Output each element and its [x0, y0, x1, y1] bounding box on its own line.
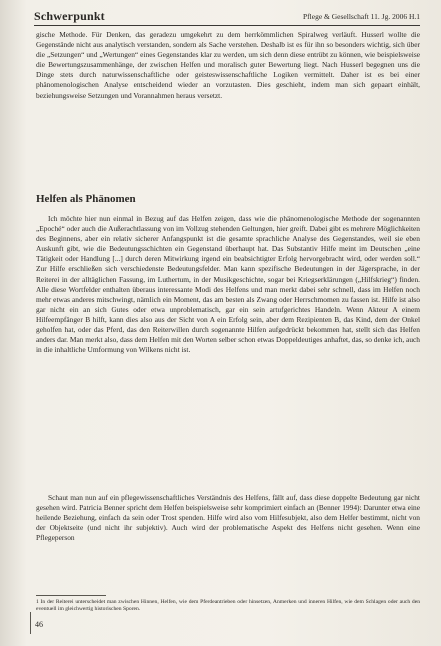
page-number-rule: [30, 612, 31, 634]
paragraph-3: Schaut man nun auf ein pflegewissenschaftliches Verständnis des Helfens, fällt auf, dass diese doppelte Bedeutung gar nicht gesehen wird. Patricia Benner spricht dem Helfen beispielsweise sehr komprimiert einfach an (Benner 1994): Darunter etwa eine heilende Beziehung, einfach da sein oder Trost spenden. Hilfe wird also vom Hilfesubjekt, also dem Helfer bestimmt, nicht von der Objektseite (und nicht ihr subjektiv). Auch wird der problematische Aspekt des Helfens nicht gesehen. Wenn eine Pflegeperson: [36, 493, 420, 543]
page-header: [34, 9, 420, 26]
page-number: 46: [35, 620, 43, 629]
footnote-divider: [36, 595, 106, 596]
footnote: 1 In der Reiterei unterscheidet man zwischen Hinnen, Helfen, wie dem Pferdeantrieben oder hinsetzen, Anmerken und inneren Hilfen, wie dem Schlagen oder auch den eventuell im gleichwertig historischen Sporen.: [36, 599, 420, 613]
paragraph-2: Ich möchte hier nun einmal in Bezug auf das Helfen zeigen, dass wie die phänomenologische Methode der sogenannten „Epoché“ oder auch die Außerachtlassung von im Vollzug stehenden Geltungen, hier greift. Dabei gibt es mehrere Möglichkeiten des Beginnens, aber ein relativ sicherer Anfangspunkt ist die gesamte sprachliche Analyse des Gegenstandes, weil sie eben Auskunft gibt, wie die Bedeutungsschichten ein Gegenstand überhaupt hat. Das Substantiv Hilfe meint im Deutschen „eine Tätigkeit oder Handlung [...] durch deren Mitwirkung irgend ein beabsichtigter Erfolg hervorgebracht wird, oder werden soll.“ Zur Hilfe erschließen sich verschiedenste Bedeutungsfelder. Man kann spezifische Bedeutungen in der Jägersprache, in der Reiterei in der alltäglichen Fassung, im Luthertum, in der Musikgeschichte, sogar bei Kriegserklärungen („Hilfskrieg“) finden. Alle diese Wortfelder enthalten überaus interessante Modi des Helfens und man merkt dabei sehr schnell, dass im Helfen noch mehr etwas anderes mitschwingt, nämlich ein Moment, das am besten als Zwang oder Herrschmomen zu fassen ist. Hilfe ist also gar nicht ein an sich Gutes oder etwa unproblematisch, gar ein sein artufgerichtes Handeln. Wenn Akteur A einem Hilfeempfänger B hilft, kann dies also aus der Sicht von A ein Erfolg sein, aber dem Rezipienten B, das Kind, dem der Onkel geholfen hat, oder das Pferd, das den Reiterwillen durch sogenannte Hilfen aufgedrückt bekommen hat, stellt sich das Helfen anders dar. Man merkt also, dass dem Helfen mit den Worten selber schon etwas Doppeldeutiges anhaftet, das, so denke ich, auch in die inhaltliche Umformung von Wilkens nicht ist.: [36, 214, 420, 355]
running-title: Pflege & Gesellschaft 11. Jg. 2006 H.1: [303, 12, 420, 21]
paragraph-1: gische Methode. Für Denken, das geradezu umgekehrt zu dem herrkömmlichen Spiralweg verläuft. Husserl wollte die Gegenstände nicht aus analytisch verstanden, sondern als Sache verstehen. Deshalb ist es für ihn so besonders wichtig, sich über die „Setzungen“ und „Wertungen“ eines Gegenstandes klar zu werden, um sich denn diese entrübt zu können, wie beispielsweise die Bewertungszusammenhänge, der zwischen Helfen und moralisch guter Bewertung liegt. Nach Husserl begegnen uns die Dinge stets durch naturwissenschaftliche oder geisteswissenschaftliche Logiken vermittelt. Daher ist es bei einer phänomenologischen Analyse entscheidend wieder an vorzutasten. Dies geschieht, indem man sich gepaart einhält, beziehungsweise Setzungen und Vorannahmen heraus versetzt.: [36, 30, 420, 100]
section-heading: Helfen als Phänomen: [36, 193, 136, 205]
section-label: Schwerpunkt: [34, 9, 105, 23]
